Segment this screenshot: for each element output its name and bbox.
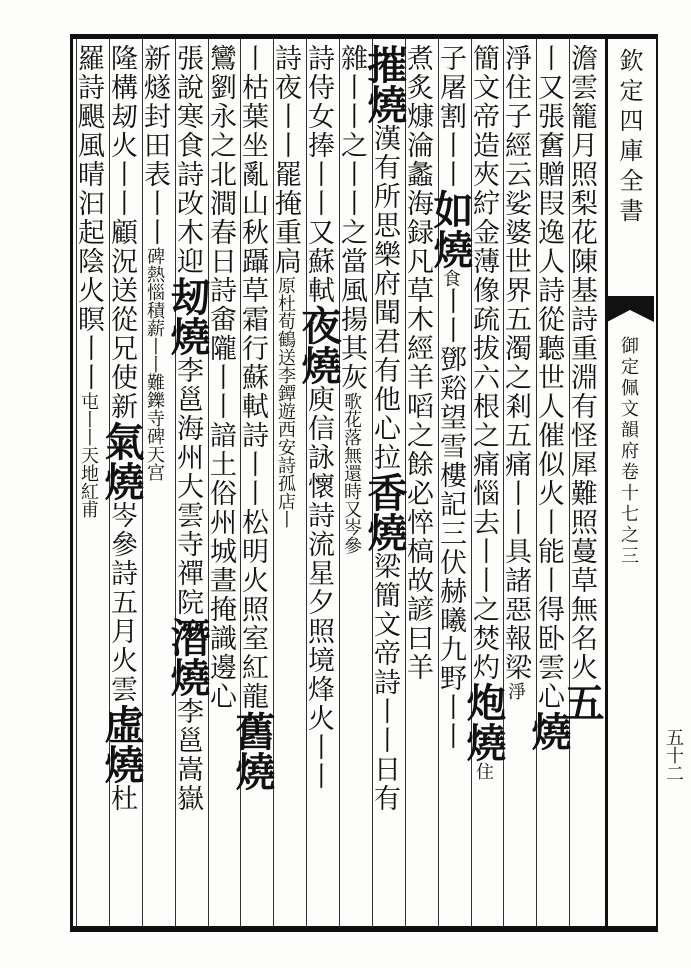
text-run: 蠡海録凡草木經羊㗖之餘必悴槁故諺曰羊 [402, 160, 433, 682]
text-column [500, 44, 535, 924]
text-run: 詩侍女捧丨丨又蘇軾 [303, 44, 334, 305]
text-run: 簡文帝造夾紵金薄像疏拔六根之痛惱去丨丨之焚灼 [468, 44, 499, 682]
text-run: 李邕海州大雲寺禪院 [172, 356, 203, 617]
text-run: 澹雲籠月照梨花陳基詩重淵有怪犀難照蔓草無名火 [566, 44, 597, 682]
text-run: 雜丨丨之丨丨之當風揚其灰 [336, 44, 367, 392]
headword: 刼燒 [164, 276, 211, 356]
text-run: 淨 [505, 682, 526, 700]
text-run: 隆構刼火丨丨顧況送從兄使新 [106, 44, 137, 421]
text-column [270, 44, 305, 924]
text-run: 丨丨鄧𧮾望雪樓記三伏赫曦九野丨丨 [435, 287, 466, 751]
headword: 虛燒 [98, 704, 145, 784]
page-number: 五十二 [663, 728, 684, 782]
headword: 五 [558, 682, 605, 722]
text-run: 住 [473, 762, 494, 780]
text-column [73, 44, 108, 924]
headword: 燒 [525, 711, 572, 751]
text-column [336, 44, 371, 924]
text-run: 梁簡文帝詩丨丨日有 [369, 552, 400, 813]
text-column [164, 44, 211, 924]
text-run: 丨枯葉坐亂山秋躡草霜行蘇軾詩丨丨松明火照室紅龍 [237, 44, 268, 711]
text-run: 羅詩颶風晴汩起陰火瞑丨丨 [73, 44, 104, 392]
text-run: 張說寒食詩改木迎 [172, 44, 203, 276]
text-run: 丨又張𡚒贈叚逸人詩從聽世人催似火丨能丨得卧雲心 [533, 44, 564, 711]
text-run: 原杜荀鶴送李鐔遊西安詩孤店丨 [275, 276, 296, 528]
text-run: 淨住子經云娑婆世界五濁之剎五痛丨丨具諸惡報梁 [500, 44, 531, 682]
text-run: 庾信詠懷詩流星夕照境烽火丨丨 [303, 385, 334, 791]
fish-tail-ornament [607, 296, 654, 310]
text-column [98, 44, 145, 924]
text-column [460, 44, 507, 924]
text-run: 岑參詩五月火雲 [106, 501, 137, 704]
headword: 香燒 [361, 472, 408, 552]
headword: 舊燒 [229, 711, 276, 791]
text-run: 杜 [106, 784, 137, 813]
headword: 潛燒 [164, 617, 211, 697]
text-run: 甫 [78, 500, 99, 518]
text-run: 新燧封田表丨丨 [139, 44, 170, 247]
headword: 夜燒 [295, 305, 342, 385]
text-column [205, 44, 240, 924]
volume-subtitle: 御定佩文韻府卷十七之三 [618, 336, 639, 567]
text-run: 鸞劉永之北澗春日詩畬隴丨丨諳土俗州城晝掩識邊心 [205, 44, 236, 711]
text-run: 食 [440, 269, 461, 287]
headword: 如燒 [427, 189, 474, 269]
headword: 炮燒 [460, 682, 507, 762]
text-column [402, 44, 437, 924]
text-run: 詩夜丨丨罷掩重扃 [270, 44, 301, 276]
text-column [229, 44, 276, 924]
text-column [525, 44, 572, 924]
text-run: 屯丨丨天地紅 [78, 392, 99, 500]
text-run: 煮炙𤎖淪 [402, 44, 433, 160]
headword: 氣燒 [98, 421, 145, 501]
text-run: 子屠割丨丨 [435, 44, 466, 189]
text-run: 漢有所思樂府聞君有他心拉 [369, 124, 400, 472]
text-column [427, 44, 474, 924]
text-column [361, 44, 408, 924]
text-run: 寺碑天宫 [144, 409, 165, 481]
text-column [139, 44, 174, 924]
text-run: 歌花落無還時又岑參 [341, 392, 362, 554]
book-title: 欽定四庫全書 [615, 48, 643, 228]
text-column [558, 44, 605, 924]
text-run: 李邕嵩嶽 [172, 697, 203, 813]
text-run: 碑熱惱積薪丨丨難鑠 [144, 247, 165, 409]
headword: 摧燒 [361, 44, 408, 124]
text-column [295, 44, 342, 924]
